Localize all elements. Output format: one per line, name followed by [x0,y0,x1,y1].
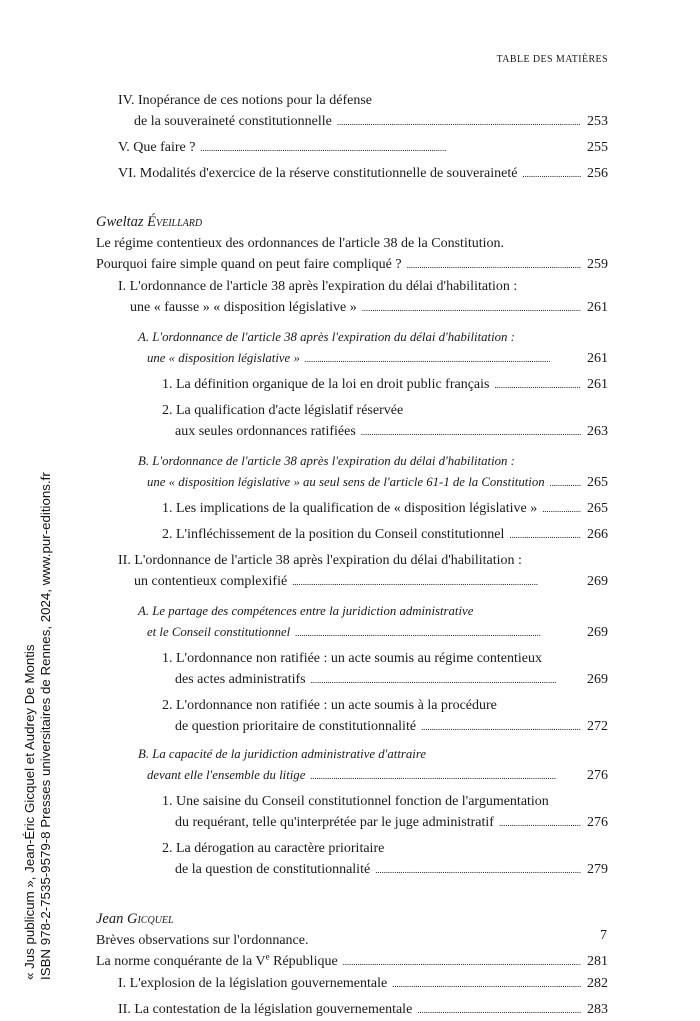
toc-page-number: 281 [587,954,608,969]
toc-page-number: 272 [587,719,608,734]
toc-entry-line [162,421,608,443]
toc-entry-line [162,859,608,881]
toc-entry-section-ib1 [96,498,608,520]
toc-page-number: 279 [587,862,608,877]
toc-entry-text: une « disposition législative » au seul sens de l'article 61-1 de la Constitution [147,475,545,489]
leader-dots [343,951,581,973]
side-note-text [22,472,53,980]
toc-entry-line [138,622,608,644]
toc-entry-line [118,297,608,319]
toc-entry-text: et le Conseil constitutionnel [147,625,291,639]
side-note-line-1: « Jus publicum », Jean-Éric Gicquel et Audrey De Montis [22,644,37,980]
table-of-contents [96,90,608,1021]
toc-entry-text: 2. La qualification d'acte législatif réservée [162,403,404,418]
toc-entry-text: aux seules ordonnances ratifiées [175,424,356,439]
toc-entry-text: une « fausse » « disposition législative » [130,300,357,315]
toc-entry-text: de la question de constitutionnalité [175,862,371,877]
author-name [96,212,608,233]
toc-entry-text: du requérant, telle qu'interprétée par le juge administratif [175,815,494,830]
toc-entry-section-iib2 [96,838,608,881]
leader-dots [295,622,581,644]
page-number: 7 [600,928,607,943]
toc-entry-text: devant elle l'ensemble du litige [147,768,306,782]
toc-page-number: 259 [587,257,608,272]
toc-page-number: 269 [587,574,608,589]
toc-page-number: 263 [587,424,608,439]
leader-dots [362,297,581,319]
leader-dots [337,111,581,133]
toc-entry-text: 2. La dérogation au caractère prioritaire [162,841,385,856]
toc-page-number: 269 [587,672,608,687]
toc-entry-section-i [96,973,608,995]
toc-entry-section-iib [96,744,608,787]
toc-entry-section-ia [96,327,608,370]
toc-entry-text: 1. Les implications de la qualification de « disposition législative » [162,501,538,516]
leader-dots [494,374,581,396]
toc-page-number: 269 [587,625,608,640]
toc-page-number: 265 [587,501,608,516]
toc-entry-text: A. L'ordonnance de l'article 38 après l'expiration du délai d'habilitation : [138,330,515,344]
toc-entry-text: IV. Inopérance de ces notions pour la défense [118,93,372,108]
toc-page-number: 253 [587,114,608,129]
leader-dots [311,669,581,691]
author-first-name: Jean [96,911,124,927]
toc-page-number: 255 [587,140,608,155]
toc-entry-section-iia2 [96,695,608,738]
leader-dots [392,973,581,995]
toc-page-number: 261 [587,300,608,315]
author-first-name: Gweltaz [96,214,144,230]
toc-page-number: 282 [587,976,608,991]
toc-entry-text: II. La contestation de la législation gouvernementale [118,1002,413,1017]
author-name [96,909,608,930]
leader-dots [305,348,581,370]
leader-dots [407,254,581,276]
toc-page-number: 283 [587,1002,608,1017]
toc-entry-line [118,571,608,593]
toc-page-number: 266 [587,527,608,542]
leader-dots [522,163,581,185]
leader-dots [509,524,581,546]
toc-entry-section-ib2 [96,524,608,546]
toc-entry-text: un contentieux complexifié [134,574,288,589]
toc-entry-text: B. L'ordonnance de l'article 38 après l'expiration du délai d'habilitation : [138,454,515,468]
side-note-line-2: ISBN 978-2-7535-9579-8 Presses universitaires de Rennes, 2024, www.pur-editions.fr [37,472,53,980]
toc-entry-text: une « disposition législative » [147,351,300,365]
toc-entry-section-i [96,276,608,319]
toc-entry-text: des actes administratifs [175,672,306,687]
toc-entry-line [162,669,608,691]
leader-dots [421,716,581,738]
leader-dots [499,812,581,834]
article-title: Le régime contentieux des ordonnances de l'article 38 de la Constitution. [96,236,505,251]
toc-entry-text: II. L'ordonnance de l'article 38 après l'expiration du délai d'habilitation : [118,553,522,568]
toc-entry-text: 2. L'infléchissement de la position du Conseil constitutionnel [162,527,505,542]
leader-dots [201,137,582,159]
toc-entry-text: Pourquoi faire simple quand on peut faire compliqué ? [96,257,402,272]
leader-dots [292,571,581,593]
leader-dots [310,765,581,787]
title-part: La norme conquérante de la V [96,954,266,969]
leader-dots [542,498,581,520]
toc-entry-section-iib1 [96,791,608,834]
toc-entry-section-ia1 [96,374,608,396]
toc-entry-line [138,472,608,494]
toc-entry-text: 1. La définition organique de la loi en droit public français [162,377,490,392]
leader-dots [361,421,581,443]
toc-entry-text: 2. L'ordonnance non ratifiée : un acte soumis à la procédure [162,698,497,713]
article-title-line [96,951,608,973]
toc-entry-text: B. La capacité de la juridiction administrative d'attraire [138,747,427,761]
title-part: République [269,954,338,969]
toc-entry-line [138,765,608,787]
toc-page-number: 276 [587,768,608,783]
toc-entry-line [118,111,608,133]
toc-entry-text: I. L'explosion de la législation gouvernementale [118,976,388,991]
toc-entry-text: de la souveraineté constitutionnelle [134,114,332,129]
toc-entry-text: VI. Modalités d'exercice de la réserve constitutionnelle de souveraineté [118,166,518,181]
toc-entry-section-ib [96,451,608,494]
author-last-name: Gicquel [127,911,174,927]
toc-entry-line [162,812,608,834]
toc-page-number: 261 [587,377,608,392]
toc-page-number: 265 [587,475,608,490]
toc-entry-section-ia2 [96,400,608,443]
toc-page-number: 256 [587,166,608,181]
toc-entry-text: I. L'ordonnance de l'article 38 après l'expiration du délai d'habilitation : [118,279,518,294]
toc-page-number: 276 [587,815,608,830]
toc-entry-text: A. Le partage des compétences entre la juridiction administrative [138,604,474,618]
toc-entry-text: V. Que faire ? [118,140,196,155]
toc-entry-line [162,716,608,738]
toc-entry-v [96,137,608,159]
toc-entry-vi [96,163,608,185]
author-last-name: Éveillard [147,214,203,230]
toc-entry-section-iia1 [96,648,608,691]
running-header: TABLE DES MATIÈRES [496,54,608,65]
toc-entry-text [96,951,338,972]
article-title: Brèves observations sur l'ordonnance. [96,933,309,948]
leader-dots [375,859,581,881]
toc-entry-text: de question prioritaire de constitutionnalité [175,719,417,734]
toc-entry-text: 1. Une saisine du Conseil constitutionnel fonction de l'argumentation [162,794,549,809]
toc-entry-section-iia [96,601,608,644]
article-title-line [96,254,608,276]
toc-page-number: 261 [587,351,608,366]
toc-entry-line [138,348,608,370]
toc-entry-section-ii [96,550,608,593]
toc-entry-iv [96,90,608,133]
leader-dots [550,472,581,494]
toc-entry-text: 1. L'ordonnance non ratifiée : un acte soumis au régime contentieux [162,651,543,666]
title-superscript: e [265,951,270,962]
